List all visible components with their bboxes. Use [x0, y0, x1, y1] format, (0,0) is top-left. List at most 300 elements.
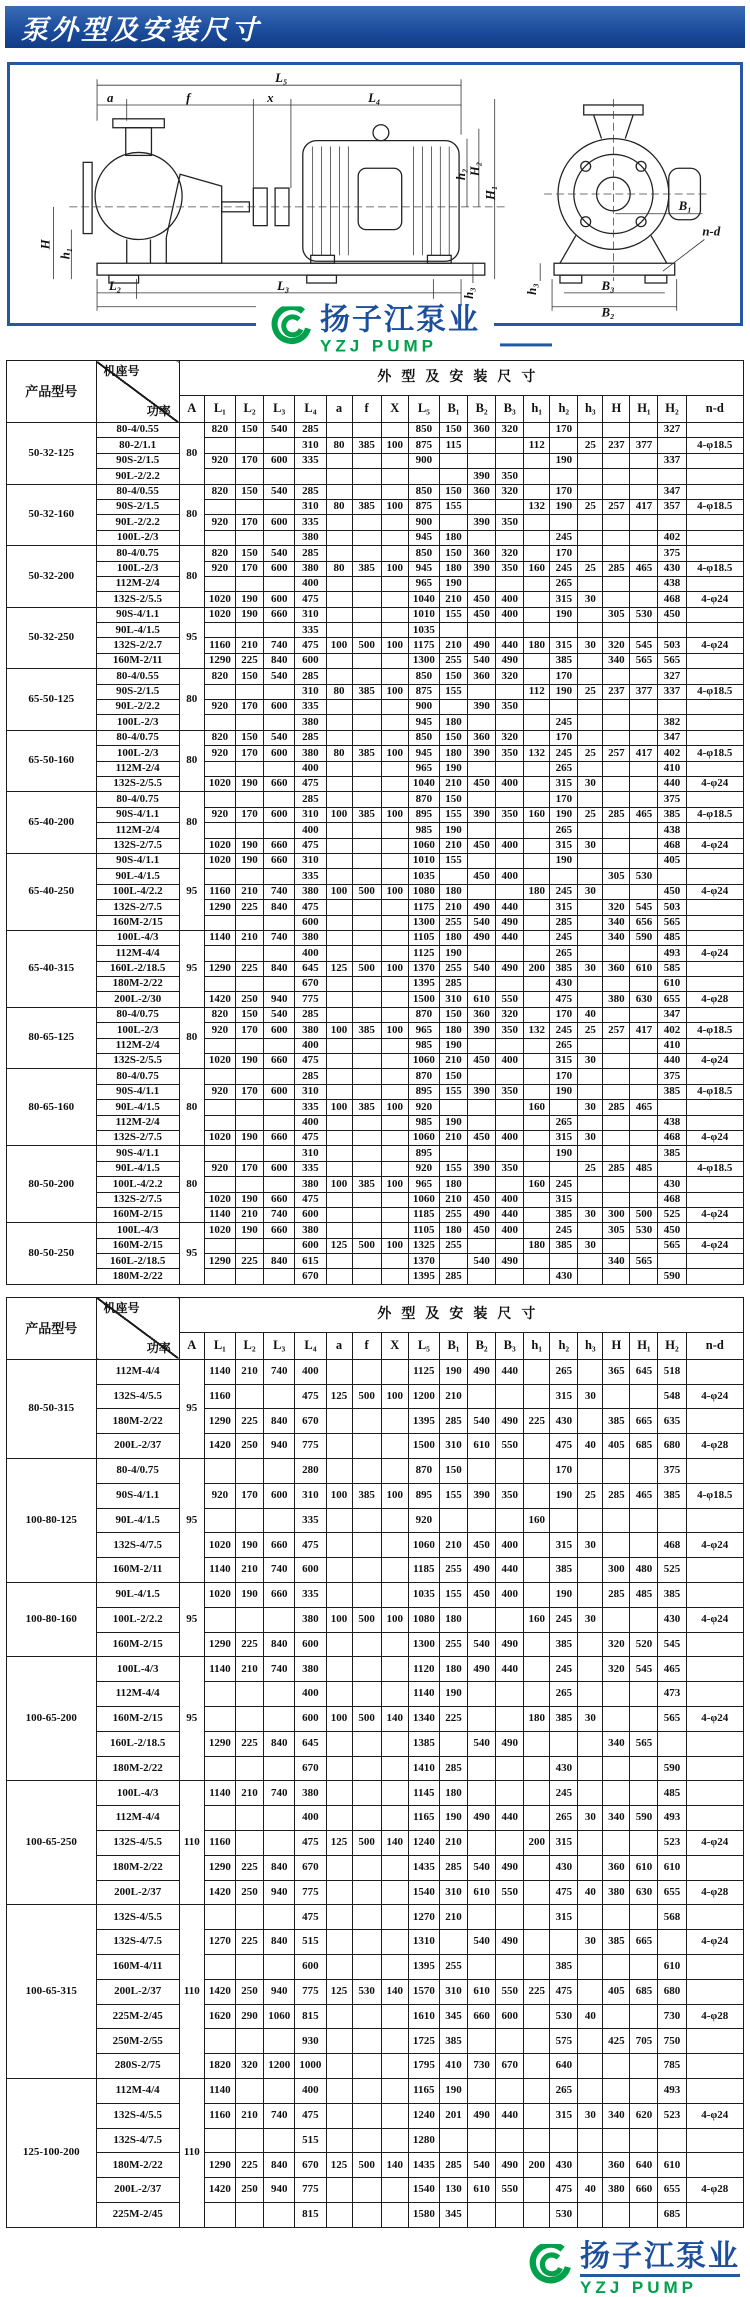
- dim-cell: 550: [496, 1880, 524, 1905]
- dim-cell: [524, 1682, 550, 1707]
- dim-cell: [381, 1682, 408, 1707]
- dim-cell: [630, 1508, 658, 1533]
- dim-cell: 360: [603, 2153, 630, 2178]
- frame-power-cell: 200L-2/37: [96, 1979, 179, 2004]
- dim-cell: 402: [658, 1023, 686, 1038]
- dim-cell: 190: [550, 1146, 578, 1161]
- dim-cell: [326, 715, 352, 730]
- dim-cell: 1175: [408, 638, 439, 653]
- dim-cell: 210: [236, 1359, 264, 1384]
- dim-cell: 840: [264, 1409, 295, 1434]
- dim-cell: [630, 669, 658, 684]
- dim-cell: [204, 1100, 235, 1115]
- dim-h2: h₂: [454, 168, 469, 181]
- dim-cell: 600: [264, 1023, 295, 1038]
- dim-cell: 400: [295, 2078, 326, 2103]
- dim-cell: 1060: [264, 2004, 295, 2029]
- dim-cell: 225: [236, 1409, 264, 1434]
- dim-cell: 610: [468, 2178, 496, 2203]
- dim-cell: [550, 2128, 578, 2153]
- dim-cell: 655: [658, 2178, 686, 2203]
- frame-power-cell: 250M-2/55: [96, 2029, 179, 2054]
- frame-power-cell: 90S-2/1.5: [96, 453, 179, 468]
- dim-cell: [686, 1254, 743, 1269]
- dim-B2: B₂: [601, 305, 615, 320]
- dim-cell: [524, 484, 550, 499]
- dim-cell: 150: [439, 792, 467, 807]
- dim-cell: [496, 684, 524, 699]
- dim-cell: 630: [630, 1880, 658, 1905]
- dim-cell: 320: [496, 1007, 524, 1022]
- dim-cell: [524, 1657, 550, 1682]
- dim-cell: 245: [550, 715, 578, 730]
- dim-cell: 150: [236, 484, 264, 499]
- dim-cell: 400: [496, 1533, 524, 1558]
- dim-cell: [352, 1583, 381, 1608]
- dim-cell: 350: [496, 807, 524, 822]
- dim-cell: [630, 1905, 658, 1930]
- frame-power-cell: 180M-2/22: [96, 1855, 179, 1880]
- dim-cell: [381, 2128, 408, 2153]
- dim-cell: [686, 977, 743, 992]
- model-cell: 80-50-200: [7, 1146, 97, 1223]
- frame-power-cell: 180M-2/22: [96, 1756, 179, 1781]
- dim-cell: [468, 1707, 496, 1732]
- dim-cell: 225: [236, 1731, 264, 1756]
- dim-cell: [578, 1459, 603, 1484]
- dim-cell: [468, 1905, 496, 1930]
- dim-cell: 1035: [408, 623, 439, 638]
- dim-cell: 210: [439, 900, 467, 915]
- dim-cell: [264, 623, 295, 638]
- header-col: B₂: [468, 396, 496, 423]
- header-power-label: 功率: [146, 404, 171, 419]
- dim-cell: [381, 1084, 408, 1099]
- spec-row: [7, 1409, 744, 1434]
- dim-cell: 285: [603, 807, 630, 822]
- dim-cell: [352, 1905, 381, 1930]
- dim-cell: [496, 1038, 524, 1053]
- dim-cell: 160: [524, 807, 550, 822]
- dim-cell: [686, 2202, 743, 2227]
- dim-cell: [381, 853, 408, 868]
- frame-power-cell: 112M-4/4: [96, 1682, 179, 1707]
- dim-cell: 900: [408, 453, 439, 468]
- dim-cell: 870: [408, 1069, 439, 1084]
- dim-cell: [468, 1781, 496, 1806]
- dim-cell: [658, 1731, 686, 1756]
- dim-cell: [326, 992, 352, 1007]
- dim-cell: 4-φ18.5: [686, 561, 743, 576]
- dim-cell: 740: [264, 638, 295, 653]
- dim-cell: 100: [326, 1607, 352, 1632]
- dim-cell: 140: [381, 1979, 408, 2004]
- dim-cell: [236, 1459, 264, 1484]
- dim-cell: 1185: [408, 1207, 439, 1222]
- dim-cell: [352, 869, 381, 884]
- dim-cell: 170: [236, 1084, 264, 1099]
- frame-power-cell: 180M-2/22: [96, 1269, 179, 1284]
- dim-cell: 740: [264, 1558, 295, 1583]
- dim-cell: [578, 2029, 603, 2054]
- dim-cell: [204, 946, 235, 961]
- dim-cell: 523: [658, 1831, 686, 1856]
- dim-cell: 450: [468, 1192, 496, 1207]
- dim-cell: 465: [630, 807, 658, 822]
- dim-cell: [603, 484, 630, 499]
- dim-cell: [236, 1115, 264, 1130]
- dim-cell: 400: [496, 1583, 524, 1608]
- dim-cell: 840: [264, 1632, 295, 1657]
- dim-cell: [630, 1384, 658, 1409]
- dim-cell: [264, 530, 295, 545]
- dim-cell: 320: [603, 1657, 630, 1682]
- dim-cell: [630, 453, 658, 468]
- dim-cell: 840: [264, 2153, 295, 2178]
- dim-cell: 485: [658, 930, 686, 945]
- dim-cell: [578, 2153, 603, 2178]
- dim-cell: [524, 423, 550, 438]
- spec-row: [7, 1238, 744, 1253]
- dim-cell: [236, 623, 264, 638]
- dim-cell: 385: [550, 1558, 578, 1583]
- dim-cell: [578, 1038, 603, 1053]
- dim-cell: [468, 623, 496, 638]
- dim-cell: 190: [439, 823, 467, 838]
- dim-cell: 337: [658, 453, 686, 468]
- spec-row: [7, 2103, 744, 2128]
- dim-cell: [381, 992, 408, 1007]
- dim-cell: 385: [550, 653, 578, 668]
- dim-cell: 315: [550, 1130, 578, 1145]
- dim-cell: 335: [295, 623, 326, 638]
- dim-cell: [524, 869, 550, 884]
- dim-cell: [468, 2029, 496, 2054]
- dim-cell: 4-φ18.5: [686, 746, 743, 761]
- dim-cell: 660: [468, 2004, 496, 2029]
- dim-cell: 600: [295, 1207, 326, 1222]
- dim-cell: 545: [630, 1657, 658, 1682]
- dim-cell: [686, 1682, 743, 1707]
- header-frame-power: [96, 1297, 179, 1359]
- dim-cell: [686, 700, 743, 715]
- dim-cell: 380: [295, 884, 326, 899]
- dim-cell: [381, 2004, 408, 2029]
- dim-cell: [578, 2078, 603, 2103]
- dim-cell: 4-φ24: [686, 1238, 743, 1253]
- dim-cell: [352, 1161, 381, 1176]
- dim-cell: 100: [381, 438, 408, 453]
- spec-table-2: [6, 1297, 744, 2228]
- dim-cell: 115: [439, 438, 467, 453]
- dim-cell: [352, 1756, 381, 1781]
- dim-cell: 465: [630, 561, 658, 576]
- dim-cell: [204, 1038, 235, 1053]
- dim-cell: 210: [236, 1781, 264, 1806]
- dim-cell: [578, 1682, 603, 1707]
- model-cell: 100-80-160: [7, 1583, 97, 1657]
- dim-cell: [686, 2054, 743, 2079]
- frame-power-cell: 132S-2/5.5: [96, 1054, 179, 1069]
- dim-cell: 150: [236, 669, 264, 684]
- dim-cell: [686, 1269, 743, 1284]
- dim-cell: 1125: [408, 1359, 439, 1384]
- dim-cell: [630, 1269, 658, 1284]
- dim-cell: [658, 515, 686, 530]
- header-col: f: [352, 1332, 381, 1359]
- dim-cell: 335: [295, 869, 326, 884]
- dim-cell: [326, 653, 352, 668]
- dim-cell: 150: [236, 423, 264, 438]
- dim-cell: 390: [468, 746, 496, 761]
- dim-cell: 190: [439, 576, 467, 591]
- dim-cell: 245: [550, 1607, 578, 1632]
- spec-row: [7, 1269, 744, 1284]
- dim-cell: [524, 1254, 550, 1269]
- dim-cell: [236, 1806, 264, 1831]
- dim-cell: [496, 823, 524, 838]
- dim-cell: [524, 2004, 550, 2029]
- dim-cell: 640: [550, 2054, 578, 2079]
- dim-cell: [686, 423, 743, 438]
- dim-cell: [603, 2128, 630, 2153]
- dim-cell: 475: [550, 1979, 578, 2004]
- dim-cell: 250: [236, 992, 264, 1007]
- dim-cell: [352, 1084, 381, 1099]
- model-cell: 125-100-200: [7, 2078, 97, 2227]
- dim-cell: [686, 900, 743, 915]
- spec-row: [7, 438, 744, 453]
- dim-cell: 190: [550, 1084, 578, 1099]
- a-dim-cell: 110: [179, 1781, 204, 1905]
- dim-cell: [204, 977, 235, 992]
- dim-cell: 1270: [204, 1930, 235, 1955]
- dim-cell: 565: [630, 1254, 658, 1269]
- dim-cell: [603, 669, 630, 684]
- dim-cell: 530: [550, 2202, 578, 2227]
- dim-cell: [603, 1146, 630, 1161]
- dim-cell: [236, 1069, 264, 1084]
- dim-L4: L₄: [368, 91, 381, 106]
- dim-cell: [524, 1115, 550, 1130]
- dim-cell: 965: [408, 576, 439, 591]
- dim-cell: 1420: [204, 1434, 235, 1459]
- dim-cell: 170: [550, 730, 578, 745]
- dim-cell: 680: [658, 1434, 686, 1459]
- header-col: L₅: [408, 1332, 439, 1359]
- spec-row: [7, 1855, 744, 1880]
- dim-cell: 245: [550, 930, 578, 945]
- spec-row: [7, 1459, 744, 1484]
- dim-cell: 430: [658, 1177, 686, 1192]
- dim-cell: [630, 1084, 658, 1099]
- dim-cell: [381, 1930, 408, 1955]
- dim-cell: [204, 1756, 235, 1781]
- dim-cell: [686, 823, 743, 838]
- dim-cell: [204, 1269, 235, 1284]
- model-cell: 50-32-125: [7, 423, 97, 485]
- dim-cell: 310: [295, 438, 326, 453]
- model-cell: 65-40-200: [7, 792, 97, 854]
- model-cell: 80-50-315: [7, 1359, 97, 1458]
- dim-cell: 1795: [408, 2054, 439, 2079]
- dim-cell: [326, 2078, 352, 2103]
- dim-cell: 210: [236, 2103, 264, 2128]
- dim-cell: 100: [381, 961, 408, 976]
- dim-cell: [578, 1069, 603, 1084]
- dim-cell: 310: [439, 1434, 467, 1459]
- dim-cell: 4-φ18.5: [686, 499, 743, 514]
- dim-cell: [236, 438, 264, 453]
- dim-cell: 380: [295, 930, 326, 945]
- dim-h1: h₁: [58, 247, 73, 260]
- dim-cell: 545: [630, 638, 658, 653]
- dim-cell: [326, 761, 352, 776]
- dim-cell: [352, 853, 381, 868]
- dim-cell: 820: [204, 730, 235, 745]
- dim-cell: [326, 2004, 352, 2029]
- dim-cell: 180: [524, 884, 550, 899]
- frame-power-cell: 90S-2/1.5: [96, 684, 179, 699]
- dim-cell: [264, 1707, 295, 1732]
- header-col: H: [603, 1332, 630, 1359]
- dim-cell: [204, 1607, 235, 1632]
- spec-row: [7, 561, 744, 576]
- dim-cell: [264, 438, 295, 453]
- dim-cell: [603, 623, 630, 638]
- dim-H: H: [38, 239, 53, 250]
- dim-cell: 740: [264, 1359, 295, 1384]
- dim-cell: 1160: [204, 884, 235, 899]
- dim-cell: [468, 1238, 496, 1253]
- dim-cell: [658, 2128, 686, 2153]
- dim-cell: [603, 1781, 630, 1806]
- dim-cell: [524, 992, 550, 1007]
- dim-cell: [236, 761, 264, 776]
- dim-cell: 350: [496, 1483, 524, 1508]
- dim-cell: 400: [295, 761, 326, 776]
- frame-power-cell: 112M-2/4: [96, 823, 179, 838]
- dim-cell: 450: [658, 1223, 686, 1238]
- dim-cell: 380: [295, 1177, 326, 1192]
- dim-cell: [264, 869, 295, 884]
- dim-cell: [352, 700, 381, 715]
- dim-cell: 1500: [408, 992, 439, 1007]
- dim-cell: 610: [658, 2153, 686, 2178]
- dim-cell: [578, 1508, 603, 1533]
- dim-cell: 1125: [408, 946, 439, 961]
- dim-cell: [326, 1269, 352, 1284]
- dim-cell: [550, 469, 578, 484]
- dim-cell: 25: [578, 499, 603, 514]
- dim-cell: 360: [468, 546, 496, 561]
- frame-power-cell: 100L-2/3: [96, 746, 179, 761]
- dim-cell: [381, 1409, 408, 1434]
- dim-cell: 400: [295, 946, 326, 961]
- dim-cell: [326, 1223, 352, 1238]
- dim-cell: [686, 1115, 743, 1130]
- dim-cell: [686, 761, 743, 776]
- header-col: X: [381, 396, 408, 423]
- dim-cell: 30: [578, 2103, 603, 2128]
- dim-cell: 100: [381, 1483, 408, 1508]
- dim-cell: [630, 700, 658, 715]
- dim-cell: 540: [264, 1007, 295, 1022]
- frame-power-cell: 80-4/0.75: [96, 1459, 179, 1484]
- dim-cell: 895: [408, 1146, 439, 1161]
- dim-cell: 600: [264, 515, 295, 530]
- frame-power-cell: 132S-4/7.5: [96, 2128, 179, 2153]
- dim-cell: 320: [496, 546, 524, 561]
- dim-cell: [468, 1115, 496, 1130]
- model-cell: 50-32-250: [7, 607, 97, 669]
- spec-table: [6, 1297, 744, 2228]
- dim-cell: 875: [408, 684, 439, 699]
- dim-cell: 540: [468, 1632, 496, 1657]
- dim-cell: 660: [264, 1583, 295, 1608]
- dim-cell: 225: [524, 1409, 550, 1434]
- dim-cell: 640: [630, 2153, 658, 2178]
- dim-cell: 400: [496, 1192, 524, 1207]
- dim-cell: 327: [658, 423, 686, 438]
- dim-cell: 375: [658, 546, 686, 561]
- dim-cell: [352, 730, 381, 745]
- a-dim-cell: 80: [179, 546, 204, 608]
- dim-cell: 438: [658, 823, 686, 838]
- dim-cell: 310: [439, 992, 467, 1007]
- dim-cell: 490: [468, 1359, 496, 1384]
- dim-cell: 1290: [204, 1409, 235, 1434]
- dim-cell: 568: [658, 1905, 686, 1930]
- dim-cell: 265: [550, 576, 578, 591]
- dim-cell: [264, 1177, 295, 1192]
- header-col: h₁: [524, 1332, 550, 1359]
- dim-cell: 895: [408, 1084, 439, 1099]
- dim-cell: 490: [496, 1632, 524, 1657]
- dim-cell: 550: [496, 1979, 524, 2004]
- dim-cell: 1370: [408, 961, 439, 976]
- dim-cell: 450: [468, 1583, 496, 1608]
- dim-cell: 100: [381, 1607, 408, 1632]
- header-col: H₁: [630, 396, 658, 423]
- dim-cell: 1395: [408, 1409, 439, 1434]
- dim-cell: 40: [578, 1007, 603, 1022]
- dim-cell: 1175: [408, 900, 439, 915]
- dim-cell: 515: [295, 1930, 326, 1955]
- dim-cell: 285: [439, 2153, 467, 2178]
- dim-cell: 1020: [204, 1192, 235, 1207]
- logo-english-text: YZJ PUMP: [580, 2277, 698, 2297]
- dim-cell: [326, 1583, 352, 1608]
- dim-cell: 400: [295, 1115, 326, 1130]
- dim-cell: 548: [658, 1384, 686, 1409]
- dim-cell: [496, 1756, 524, 1781]
- frame-power-cell: 90S-4/1.1: [96, 807, 179, 822]
- dim-cell: 490: [468, 1207, 496, 1222]
- dim-cell: [630, 776, 658, 791]
- dim-cell: 945: [408, 561, 439, 576]
- dim-cell: 645: [295, 1731, 326, 1756]
- spec-row: [7, 1359, 744, 1384]
- dim-cell: 1120: [408, 1657, 439, 1682]
- dim-cell: [603, 1192, 630, 1207]
- frame-power-cell: 112M-4/4: [96, 1806, 179, 1831]
- dim-cell: 335: [295, 1100, 326, 1115]
- dim-cell: [686, 1905, 743, 1930]
- dim-cell: 255: [439, 1238, 467, 1253]
- dim-cell: 357: [658, 499, 686, 514]
- spec-row: [7, 1979, 744, 2004]
